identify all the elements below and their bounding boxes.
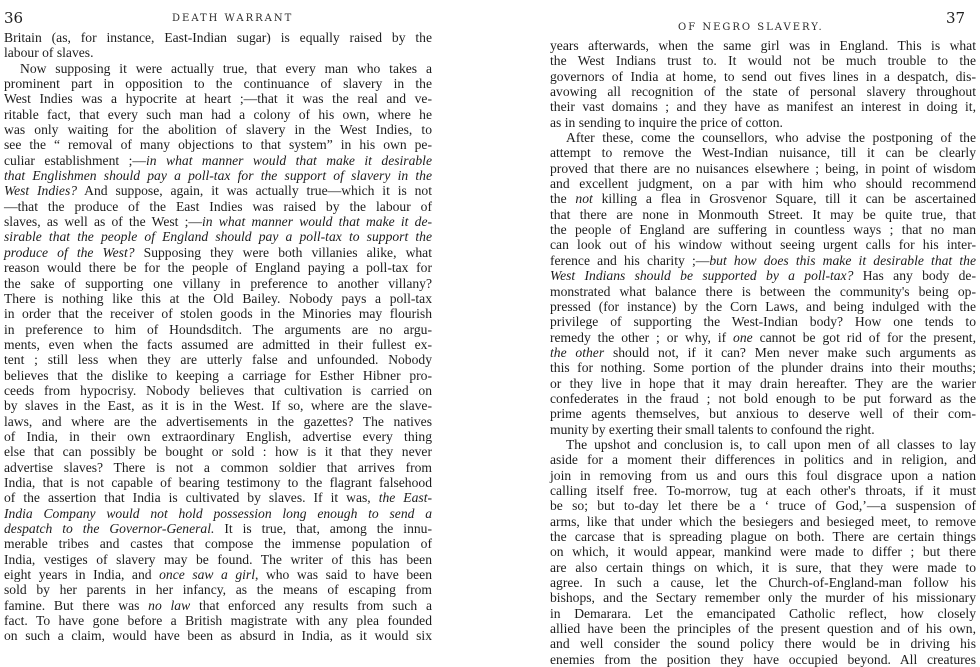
text-line: [4, 490, 432, 505]
text-run: remedy the other ; or why, if: [550, 329, 734, 345]
italic-text: once saw a girl: [159, 567, 255, 583]
text-line: [550, 468, 976, 483]
text-run: West Indies was a hypocrite at heart ;—that it was the real and ve-: [4, 91, 432, 107]
text-run: by slaves in the East, as it is in the West. If so, where are the slave-: [4, 398, 432, 414]
italic-text: West Indians should be supported by a poll-tax?: [550, 268, 854, 284]
text-line: [4, 168, 432, 183]
text-run: that enforced any results from such a: [190, 597, 432, 613]
text-run: advertise slaves? There is not a common soldier that arrives from: [4, 459, 432, 475]
text-run: of the assertion that India is cultivated by slaves. If it was,: [4, 490, 379, 506]
text-run: in order that the receiver of stolen goods in the Minories may flourish: [4, 306, 432, 322]
text-line: [4, 214, 432, 229]
text-line: [4, 368, 432, 383]
text-line: [550, 69, 976, 84]
text-line: [550, 145, 976, 160]
text-line: [4, 506, 432, 521]
text-line: [550, 621, 976, 636]
text-line: [550, 452, 976, 467]
left-running-head: DEATH WARRANT: [172, 13, 294, 24]
text-run: believes that the dislike to keeping a carriage for Esther Hibner pro-: [4, 367, 432, 383]
right-page-number: 37: [946, 9, 966, 27]
text-run: aside for a moment their differences in politics and in religion, and: [550, 452, 976, 468]
text-run: There is nothing like this at the Old Bailey. Nobody pays a poll-tax: [4, 290, 432, 306]
text-line: [550, 544, 976, 559]
text-run: And suppose, again, it was actually true—which it is not: [77, 183, 433, 199]
text-run: the sake of supporting one villany in preference to another villany?: [4, 275, 432, 291]
text-run: in Demarara. Let the emancipated Catholic reflect, how closely: [550, 605, 976, 621]
text-line: [4, 260, 432, 275]
text-run: the carcase that is spreading plague on both. There are certain things: [550, 529, 976, 544]
text-run: munity by exerting their small talents to confound the right.: [550, 421, 875, 437]
text-run: avowing all recognition of the state of personal slavery throughout: [550, 84, 976, 100]
text-run: slaves, as well as of the West ;—: [4, 214, 203, 230]
text-run: or they live in hope that it may drain hereafter. They are the warier: [550, 375, 976, 391]
text-run: that there are none in Monmouth Street. It may be quite true, that: [550, 206, 976, 222]
text-run: , who was said to have been: [255, 567, 432, 583]
text-run: After these, come the counsellors, who advise the postponing of the: [566, 130, 976, 146]
text-run: on such a claim, would have been as absurd in India, as it would six: [4, 628, 432, 644]
text-line: [550, 207, 976, 222]
text-run: The upshot and conclusion is, to call upon men of all classes to lay: [566, 436, 976, 452]
text-run: ritable fact, that every such man had a colony of his own, where he: [4, 106, 432, 122]
text-line: [550, 590, 976, 605]
text-line: [4, 91, 432, 106]
text-run: famine. But there was: [4, 597, 149, 613]
text-run: else that can possibly be bought or sold : how is it that they never: [4, 444, 432, 460]
text-run: Has any body de-: [853, 268, 976, 284]
text-line: [550, 514, 976, 529]
text-line: [550, 391, 976, 406]
text-line: [550, 345, 976, 360]
italic-text: one: [733, 329, 753, 345]
text-line: [550, 376, 976, 391]
text-line: [550, 84, 976, 99]
text-run: the people of England are suffering in countless ways ; that no man: [550, 222, 976, 238]
text-line: [550, 115, 976, 130]
text-line: [550, 161, 976, 176]
left-page: [0, 0, 466, 658]
text-line: [550, 299, 976, 314]
text-run: this for nothing. Some portion of the plunder drains into their mouths;: [550, 360, 976, 376]
text-run: governors of India at home, to send out fives lines in a despatch, dis-: [550, 68, 976, 84]
text-line: [4, 122, 432, 137]
text-run: labour of slaves.: [4, 45, 94, 61]
text-line: [4, 582, 432, 597]
text-run: are also certain things on which, it is sure, that they were made to: [550, 559, 976, 575]
text-run: Now supposing it were actually true, that every man who takes a: [20, 60, 432, 76]
text-run: prominent part in opposition to the continuance of slavery in the: [4, 76, 432, 92]
text-line: [550, 652, 976, 667]
text-line: [4, 613, 432, 628]
text-line: [550, 330, 976, 345]
text-run: cannot be got rid of for the present,: [752, 329, 976, 345]
text-run: merable tribes and castes that compose the immense population of: [4, 536, 432, 552]
text-run: ments, even when the facts assumed are admitted in their fullest ex-: [4, 336, 432, 352]
text-line: [4, 322, 432, 337]
text-run: their vast domains ; and they have as manifest an interest in doing it,: [550, 99, 976, 115]
text-run: should not, if it can? Men never make such arguments as: [604, 344, 977, 360]
text-line: [4, 229, 432, 244]
text-run: sold by her parents in her infancy, as the means of escaping from: [4, 582, 432, 598]
text-line: [4, 276, 432, 291]
text-run: of India, in their own extraordinary English, advertise every thing: [4, 428, 432, 444]
text-run: be so; but to-day let there be a ‘ truce of God,’—a suspension of: [550, 498, 976, 514]
text-run: was only waiting for the abolition of slavery in the West Indies, to: [4, 122, 432, 138]
italic-text: West Indies?: [4, 183, 78, 199]
text-line: [4, 61, 432, 76]
text-line: [4, 598, 432, 613]
text-line: [550, 575, 976, 590]
text-run: enemies from the position they have occupied beyond. All creatures: [550, 651, 976, 667]
text-run: attempt to remove the West-Indian nuisance, till it can be clearly: [550, 145, 976, 161]
text-line: [550, 437, 976, 452]
text-run: India, vestiges of slavery may be found. The writer of this has been: [4, 551, 432, 567]
text-line: [4, 30, 432, 45]
text-run: killing a flea in Grosvenor Square, till it can be ascertained: [592, 191, 976, 207]
text-run: privilege of supporting the West-Indian body? How one tends to: [550, 314, 976, 330]
text-run: and excellent judgment, on a par with him who should recommend: [550, 176, 976, 192]
text-line: [4, 628, 432, 643]
text-line: [4, 383, 432, 398]
right-page-text: [550, 38, 976, 667]
text-run: arms, like that under which the besiegers and besieged meet, to remove: [550, 513, 976, 529]
text-line: [4, 460, 432, 475]
text-run: see the “ removal of many objections to that system” in his own pe-: [4, 137, 432, 153]
text-line: [550, 38, 976, 53]
text-line: [550, 253, 976, 268]
text-run: culiar establishment ;—: [4, 152, 146, 168]
text-line: [4, 199, 432, 214]
text-run: proved that there are no nuisances elsewhere ; being, in point of wisdom: [550, 160, 976, 176]
right-running-head: OF NEGRO SLAVERY.: [678, 22, 824, 33]
italic-text: that Englishmen should pay a poll-tax for the support of slavery in the: [4, 168, 432, 184]
text-line: [550, 191, 976, 206]
text-run: —that the produce of the East Indies was raised by the labour of: [4, 198, 432, 214]
italic-text: in what manner would that make it de-: [202, 214, 433, 230]
italic-text: in what manner would that make it desirable: [146, 152, 432, 168]
gutter: [466, 0, 514, 658]
text-line: [550, 560, 976, 575]
text-line: [550, 498, 976, 513]
text-line: [4, 245, 432, 260]
text-run: can look out of his window without seeing urgent calls for his inter-: [550, 237, 976, 253]
text-line: [550, 360, 976, 375]
text-run: the: [550, 191, 576, 207]
text-line: [550, 314, 976, 329]
text-line: [550, 422, 976, 437]
text-run: Supposing they were both villanies alike, what: [134, 244, 432, 260]
text-run: as in sending to inquire the price of cotton.: [550, 114, 783, 130]
text-line: [4, 183, 432, 198]
text-line: [550, 268, 976, 283]
text-line: [550, 176, 976, 191]
italic-text: sirable that the people of England should pay a poll-tax to support the: [4, 229, 432, 245]
italic-text: produce of the West?: [4, 244, 135, 260]
text-run: years afterwards, when the same girl was in England. This is what: [550, 38, 976, 53]
text-run: join in removing from us and ours this foul disgrace upon a nation: [550, 467, 976, 483]
right-page: [514, 0, 980, 667]
text-line: [4, 398, 432, 413]
text-run: on which, it would appear, mankind were made to differ ; but there: [550, 544, 976, 560]
text-line: [550, 636, 976, 651]
text-run: bishops, and the Sectary remember only the murder of his missionary: [550, 590, 976, 606]
text-run: laws, and where are the advertisements in the gazettes? The natives: [4, 413, 432, 429]
italic-text: the other: [550, 344, 605, 360]
text-line: [550, 53, 976, 68]
text-line: [4, 429, 432, 444]
text-line: [4, 337, 432, 352]
text-line: [4, 137, 432, 152]
text-run: in preference to him of Houndsditch. The arguments are no argu-: [4, 321, 432, 337]
text-run: ceeds from hypocrisy. Nobody believes that cultivation is carried on: [4, 382, 432, 398]
text-line: [550, 529, 976, 544]
text-line: [4, 352, 432, 367]
text-line: [550, 222, 976, 237]
text-line: [4, 45, 432, 60]
text-line: [4, 414, 432, 429]
text-run: tent ; still less when they are utterly false and unfounded. Nobody: [4, 352, 432, 368]
italic-text: but how does this make it desirable that the: [709, 252, 977, 268]
italic-text: despatch to the Governor-General.: [4, 521, 215, 536]
text-run: ference and his charity ;—: [550, 252, 710, 268]
text-line: [550, 130, 976, 145]
text-line: [4, 552, 432, 567]
text-line: [4, 153, 432, 168]
text-run: prime agents themselves, but anxious to deserve well of their com-: [550, 406, 976, 422]
text-line: [4, 567, 432, 582]
text-line: [4, 475, 432, 490]
text-run: eight years in India, and: [4, 567, 160, 583]
text-run: agree. In such a cause, let the Church-of-England-man follow his: [550, 575, 976, 591]
text-line: [4, 291, 432, 306]
left-page-text: [4, 30, 432, 644]
italic-text: the East-: [378, 490, 432, 506]
text-run: reason would there be for the people of England paying a poll-tax for: [4, 260, 432, 276]
text-line: [550, 406, 976, 421]
text-run: pressed (for instance) by the Corn Laws, and being indulged with the: [550, 298, 976, 314]
text-run: fact. To have gone before a British magistrate with any plea founded: [4, 613, 432, 629]
text-run: It is true, that, among the innu-: [214, 521, 432, 536]
text-run: confederates in the fraud ; not bold enough to be put forward as the: [550, 390, 976, 406]
text-run: Britain (as, for instance, East-Indian sugar) is equally raised by the: [4, 30, 432, 45]
text-run: the West Indians trust to. It would not be much trouble to the: [550, 53, 976, 69]
text-run: India, that is not capable of bearing testimony to the flagrant falsehood: [4, 474, 432, 490]
left-page-number: 36: [4, 9, 24, 27]
italic-text: India Company would not hold possession long enough to send a: [4, 505, 432, 521]
text-line: [550, 99, 976, 114]
italic-text: no law: [148, 597, 191, 613]
text-run: monstrated what balance there is between the community's being op-: [550, 283, 976, 299]
text-line: [4, 76, 432, 91]
text-run: and well consider the sound policy there would be in driving his: [550, 636, 976, 652]
text-line: [550, 284, 976, 299]
text-line: [4, 536, 432, 551]
text-line: [4, 306, 432, 321]
text-line: [4, 521, 432, 536]
text-line: [550, 483, 976, 498]
text-line: [550, 237, 976, 252]
text-run: calling itself free. To-morrow, tug at each other's throats, if it must: [550, 482, 976, 498]
text-run: allied have been the principles of the present question and of his own,: [550, 621, 976, 637]
text-line: [550, 606, 976, 621]
italic-text: not: [575, 191, 593, 207]
text-line: [4, 107, 432, 122]
text-line: [4, 444, 432, 459]
